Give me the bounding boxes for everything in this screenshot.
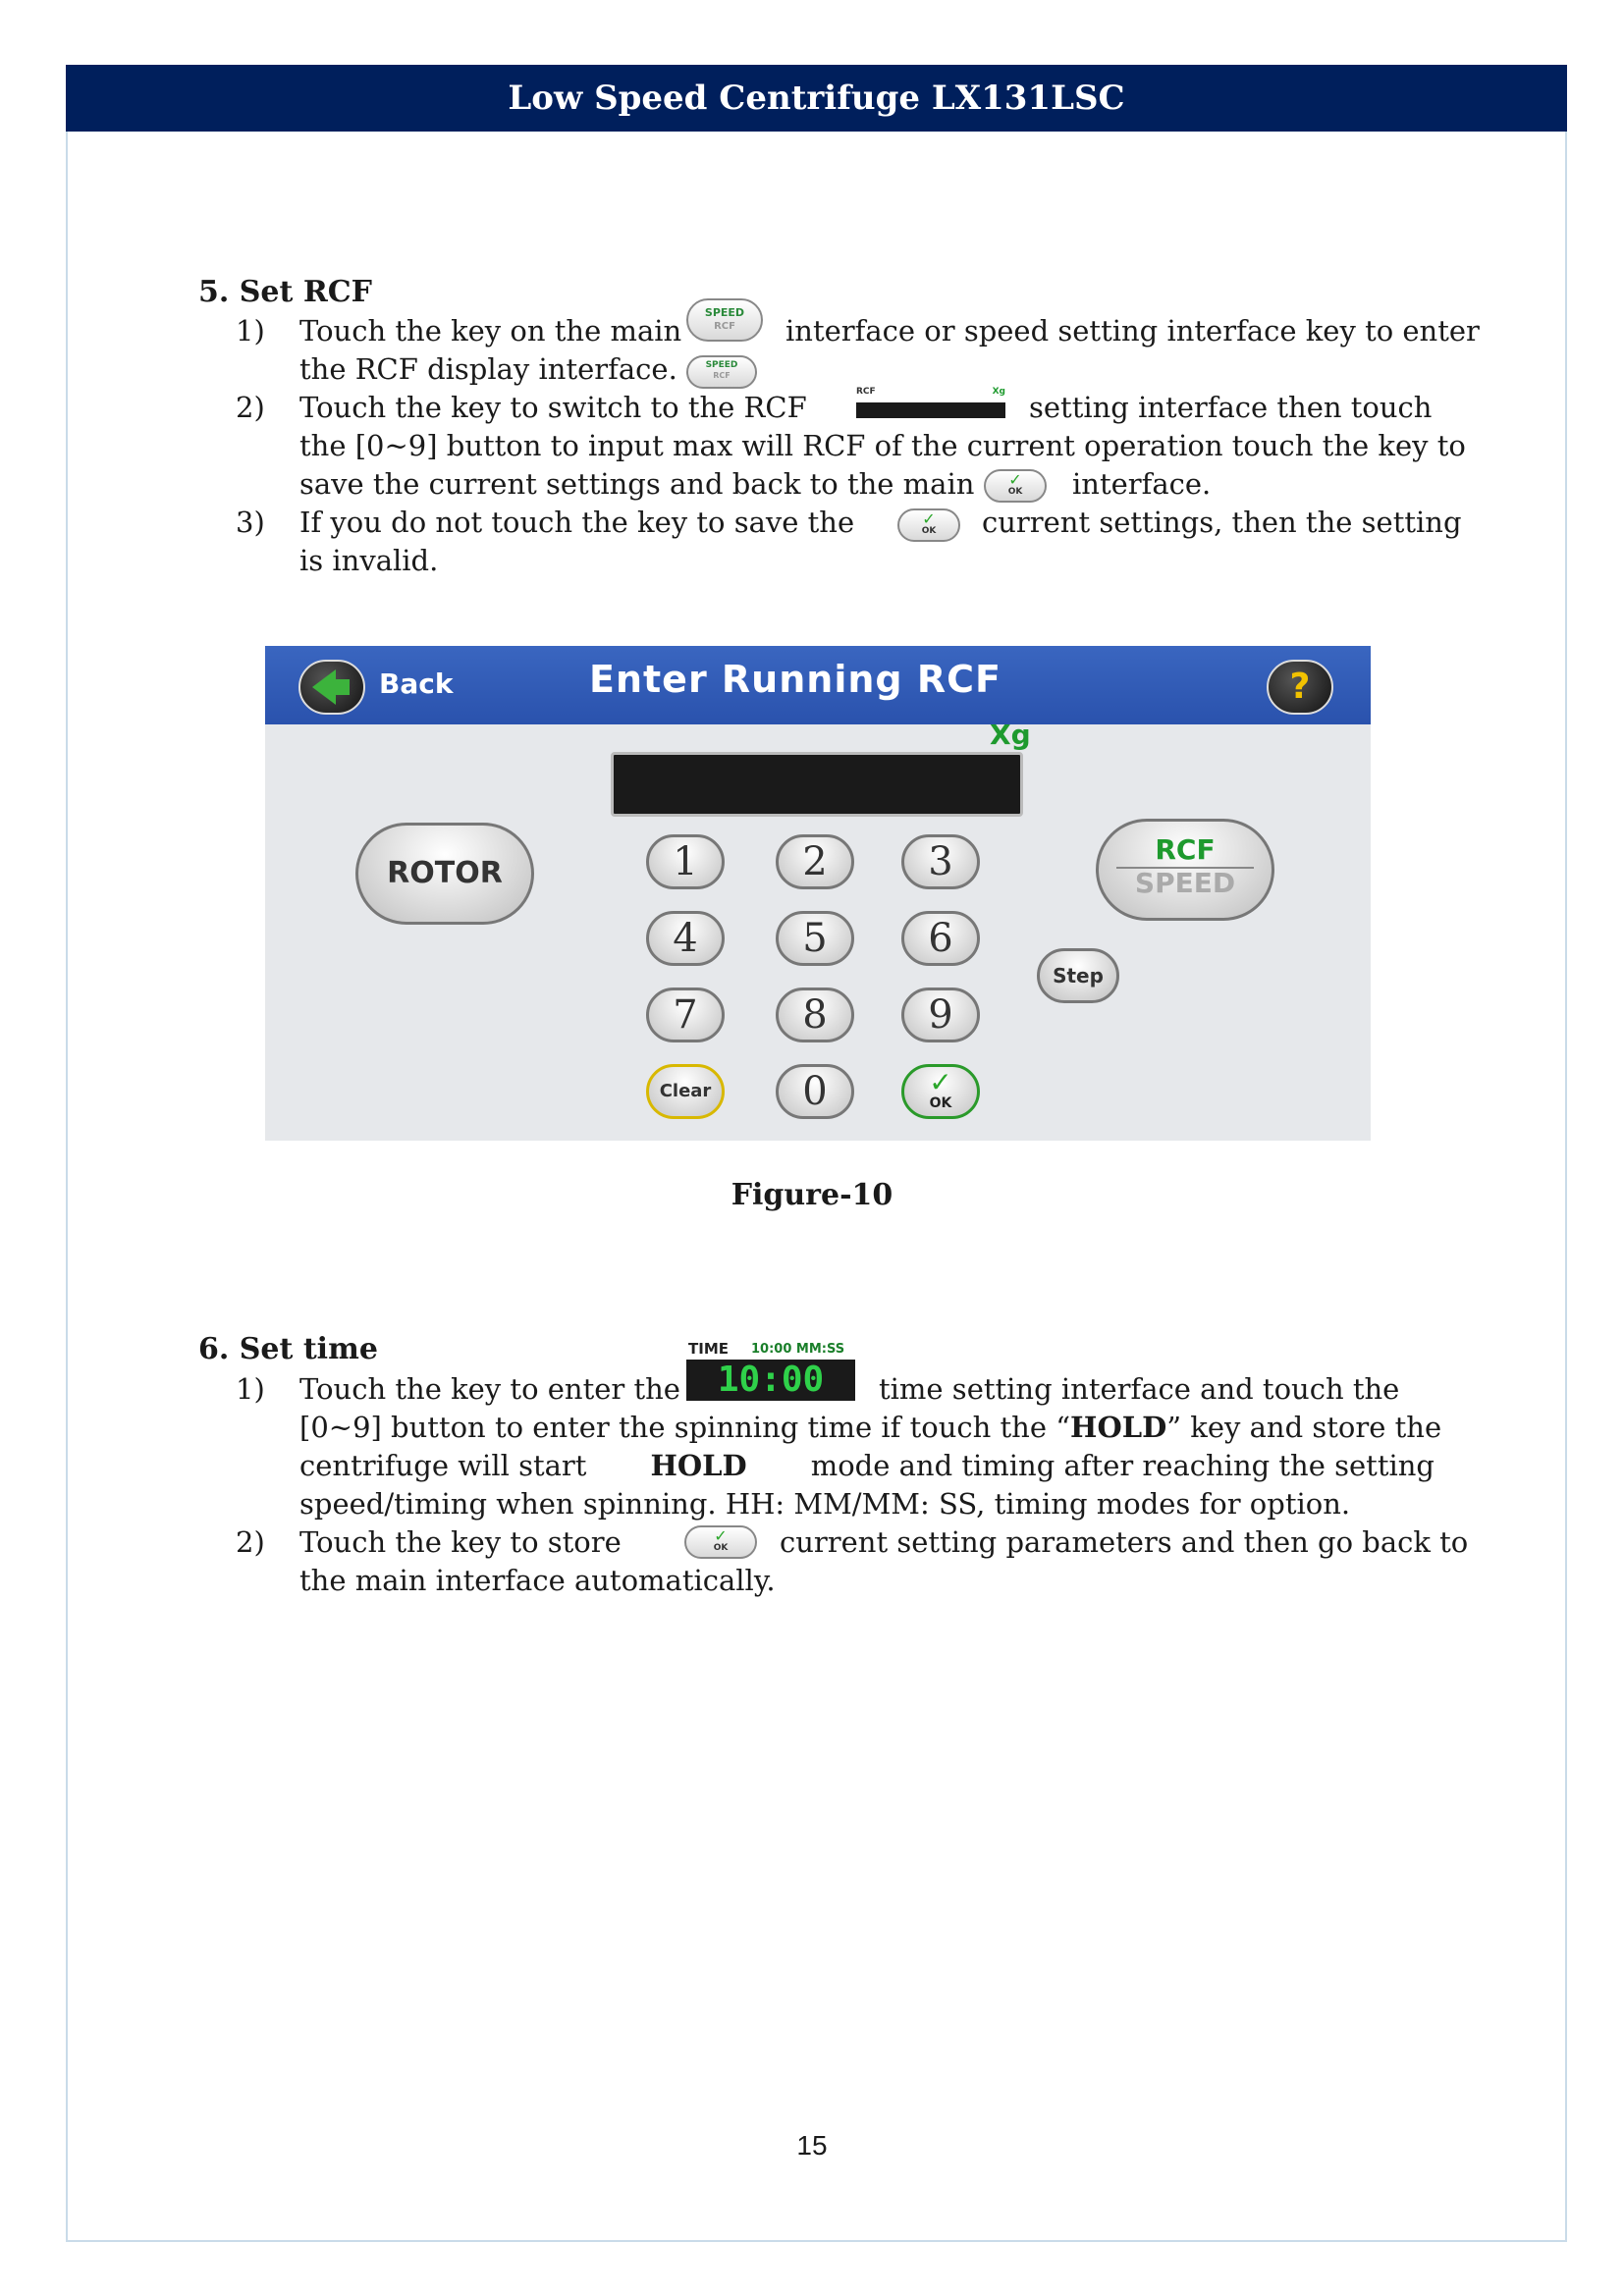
icon-label: Xg bbox=[992, 387, 1005, 397]
text-line: speed/timing when spinning. HH: MM/MM: SS, timing modes for option. bbox=[299, 1487, 1351, 1521]
back-arrow-tail bbox=[332, 679, 350, 695]
screen-title: Enter Running RCF bbox=[589, 658, 1001, 701]
check-icon: ✓ bbox=[922, 509, 936, 528]
text-line: the [0~9] button to input max will RCF of the current operation touch the key to bbox=[299, 429, 1466, 462]
text-line: Touch the key to enter the bbox=[299, 1372, 680, 1406]
text-line: current settings, then the setting bbox=[982, 506, 1462, 539]
speed-rcf-icon bbox=[686, 355, 757, 389]
text-line: interface or speed setting interface key to enter bbox=[785, 314, 1480, 347]
text-fragment: centrifuge will start bbox=[299, 1449, 587, 1482]
icon-label: 10:00 MM:SS bbox=[751, 1342, 845, 1357]
speed-label: SPEED bbox=[1116, 867, 1254, 898]
item-number: 3) bbox=[236, 506, 265, 539]
icon-label: SPEED bbox=[705, 360, 738, 370]
icon-label: RCF bbox=[713, 371, 731, 380]
rcf-speed-button[interactable] bbox=[1096, 819, 1274, 921]
text-line bbox=[879, 1372, 1435, 1406]
key-9[interactable]: 9 bbox=[901, 988, 980, 1042]
icon-label: OK bbox=[713, 1543, 729, 1553]
back-label: Back bbox=[379, 667, 454, 700]
ok-icon bbox=[897, 508, 960, 542]
time-value: 10:00 bbox=[686, 1360, 855, 1401]
rcf-display bbox=[611, 752, 1023, 817]
text-line bbox=[299, 1449, 1435, 1482]
text-bold: HOLD bbox=[1070, 1411, 1167, 1444]
rcf-label: RCF bbox=[1155, 833, 1216, 866]
icon-label: TIME bbox=[688, 1340, 729, 1358]
unit-label: Xg bbox=[990, 719, 1031, 751]
ok-icon bbox=[984, 469, 1047, 503]
page-header: Low Speed Centrifuge LX131LSC bbox=[66, 65, 1567, 132]
icon-label: RCF bbox=[856, 387, 876, 397]
section-5-title: 5. Set RCF bbox=[198, 275, 372, 309]
ok-icon bbox=[684, 1525, 757, 1559]
time-display-icon bbox=[686, 1340, 855, 1403]
key-3[interactable]: 3 bbox=[901, 834, 980, 889]
key-0[interactable]: 0 bbox=[776, 1064, 854, 1119]
icon-label: SPEED bbox=[704, 306, 745, 319]
text-line: interface. bbox=[1072, 467, 1212, 501]
check-icon: ✓ bbox=[929, 1066, 952, 1098]
ok-button[interactable] bbox=[901, 1064, 980, 1119]
text-fragment: time setting interface and touch the bbox=[879, 1372, 1400, 1406]
item-number: 2) bbox=[236, 391, 265, 424]
text-line: the main interface automatically. bbox=[299, 1564, 776, 1597]
text-line: setting interface then touch bbox=[1029, 391, 1433, 424]
text-line bbox=[299, 1411, 1442, 1444]
key-7[interactable]: 7 bbox=[646, 988, 725, 1042]
key-2[interactable]: 2 bbox=[776, 834, 854, 889]
help-button[interactable]: ? bbox=[1267, 660, 1333, 715]
speed-rcf-icon bbox=[686, 298, 763, 342]
section-6-title: 6. Set time bbox=[198, 1332, 378, 1366]
text-bold: HOLD bbox=[650, 1449, 747, 1482]
icon-label: RCF bbox=[714, 321, 735, 332]
rcf-display-icon bbox=[856, 387, 1005, 418]
text-fragment: mode and timing after reaching the setting bbox=[810, 1449, 1435, 1482]
item-number: 1) bbox=[236, 314, 265, 347]
page-number: 15 bbox=[796, 2130, 828, 2161]
icon-label: OK bbox=[921, 526, 937, 536]
step-button[interactable]: Step bbox=[1037, 948, 1119, 1003]
key-6[interactable]: 6 bbox=[901, 911, 980, 966]
rotor-button[interactable]: ROTOR bbox=[355, 823, 534, 925]
key-5[interactable]: 5 bbox=[776, 911, 854, 966]
text-line: save the current settings and back to the main bbox=[299, 467, 975, 501]
text-line: current setting parameters and then go back to bbox=[780, 1525, 1469, 1559]
ok-label: OK bbox=[929, 1095, 952, 1111]
display-bar bbox=[856, 402, 1005, 418]
key-4[interactable]: 4 bbox=[646, 911, 725, 966]
text-line: If you do not touch the key to save the bbox=[299, 506, 855, 539]
check-icon: ✓ bbox=[714, 1526, 728, 1545]
text-line: Touch the key to store bbox=[299, 1525, 622, 1559]
text-line: Touch the key to switch to the RCF bbox=[299, 391, 807, 424]
key-1[interactable]: 1 bbox=[646, 834, 725, 889]
rcf-entry-screen bbox=[265, 646, 1371, 1141]
icon-label: OK bbox=[1007, 487, 1023, 497]
item-number: 2) bbox=[236, 1525, 265, 1559]
key-8[interactable]: 8 bbox=[776, 988, 854, 1042]
back-button[interactable] bbox=[298, 660, 365, 715]
text-line: Touch the key on the main bbox=[299, 314, 682, 347]
figure-caption: Figure-10 bbox=[731, 1178, 893, 1212]
text-fragment: ” key and store the bbox=[1166, 1411, 1442, 1444]
text-line: the RCF display interface. bbox=[299, 352, 677, 386]
check-icon: ✓ bbox=[1008, 470, 1022, 489]
text-line: is invalid. bbox=[299, 544, 439, 577]
clear-button[interactable]: Clear bbox=[646, 1064, 725, 1119]
text-fragment: [0~9] button to enter the spinning time if touch the “ bbox=[299, 1411, 1071, 1444]
item-number: 1) bbox=[236, 1372, 265, 1406]
